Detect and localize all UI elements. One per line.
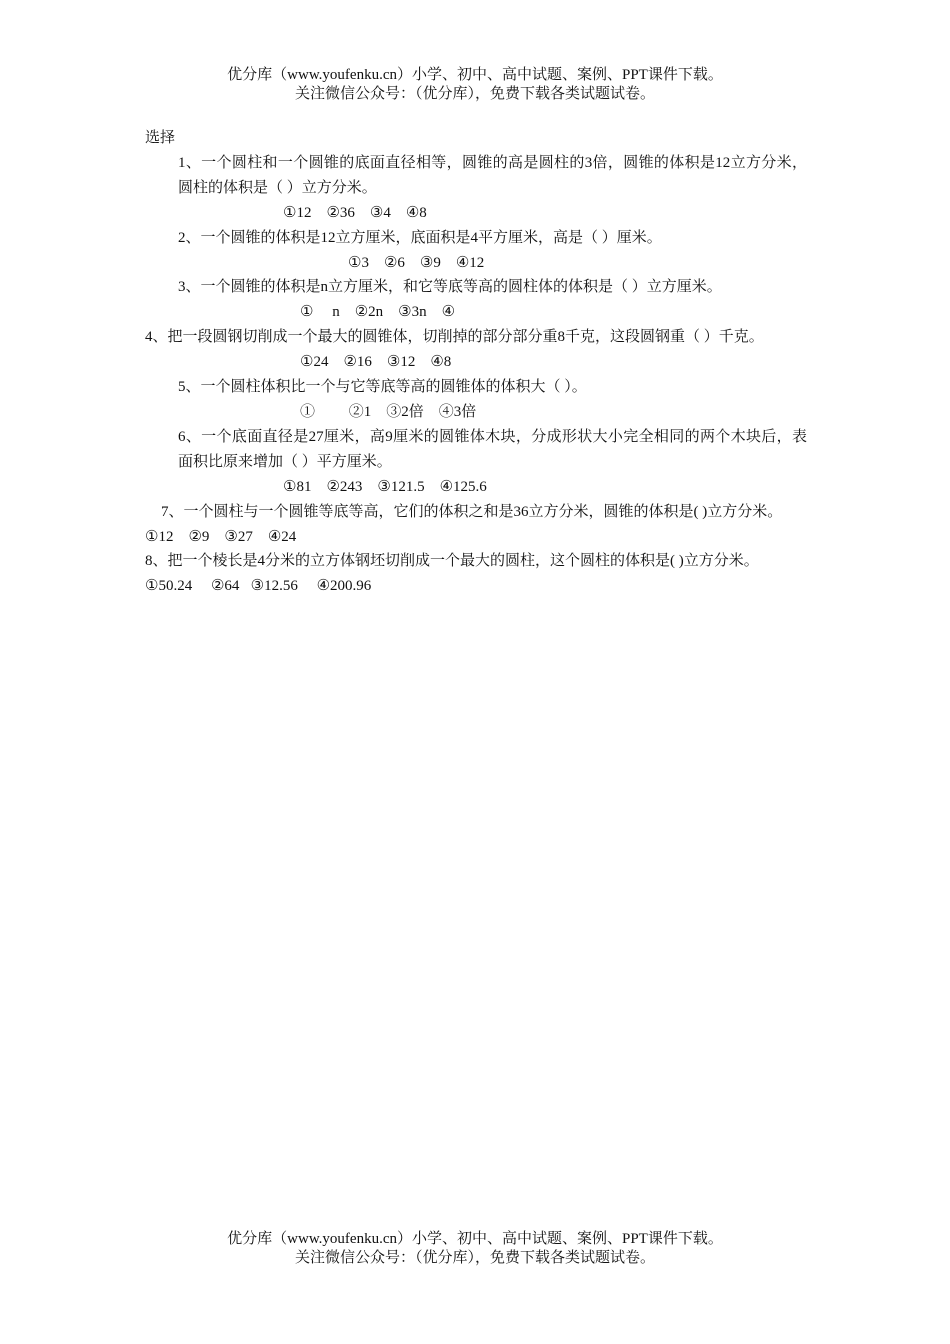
question-1: 1、一个圆柱和一个圆锥的底面直径相等，圆锥的高是圆柱的3倍，圆锥的体积是12立方分米，圆柱的体积是（ ）立方分米。 xyxy=(178,154,807,196)
page-footer xyxy=(0,1230,950,1268)
question-8: 8、把一个棱长是4分米的立方体钢坯切削成一个最大的圆柱，这个圆柱的体积是( )立方分米。 xyxy=(145,553,759,570)
question-5: 5、一个圆柱体积比一个与它等底等高的圆锥体的体积大（ ）。 xyxy=(178,379,587,396)
question-2-options: ①3 ②6 ③9 ④12 xyxy=(348,254,485,271)
question-6-options: ①81 ②243 ③121.5 ④125.6 xyxy=(283,478,487,495)
question-5-options: ① ②1 ③2倍 ④3倍 xyxy=(300,403,477,420)
document-body xyxy=(145,126,807,599)
question-7-options: ①12 ②9 ③27 ④24 xyxy=(145,528,297,545)
question-6: 6、一个底面直径是27厘米，高9厘米的圆锥体木块，分成形状大小完全相同的两个木块后，表面积比原来增加（ ）平方厘米。 xyxy=(178,428,807,470)
question-8-options: ①50.24 ②64 ③12.56 ④200.96 xyxy=(145,578,372,595)
question-7: 7、一个圆柱与一个圆锥等底等高，它们的体积之和是36立方分米，圆锥的体积是( )立方分米。 xyxy=(161,503,783,520)
question-3: 3、一个圆锥的体积是n立方厘米，和它等底等高的圆柱体的体积是（ ）立方厘米。 xyxy=(178,279,722,296)
footer-line-2: 关注微信公众号：（优分库），免费下载各类试题试卷。 xyxy=(294,1250,655,1266)
section-title: 选择 xyxy=(145,130,176,146)
question-1-options: ①12 ②36 ③4 ④8 xyxy=(283,204,427,221)
question-4: 4、把一段圆钢切削成一个最大的圆锥体，切削掉的部分部分重8千克，这段圆钢重（ ）千克。 xyxy=(145,329,764,346)
header-line-1: 优分库（www.youfenku.cn）小学、初中、高中试题、案例、PPT课件下载。 xyxy=(227,67,723,83)
page-header xyxy=(0,66,950,104)
header-line-2: 关注微信公众号：（优分库），免费下载各类试题试卷。 xyxy=(294,86,655,102)
footer-line-1: 优分库（www.youfenku.cn）小学、初中、高中试题、案例、PPT课件下载。 xyxy=(227,1231,723,1247)
question-4-options: ①24 ②16 ③12 ④8 xyxy=(300,354,452,371)
question-2: 2、一个圆锥的体积是12立方厘米，底面积是4平方厘米，高是（ ）厘米。 xyxy=(178,229,662,246)
question-3-options: ① n ②2n ③3n ④ xyxy=(300,304,456,321)
